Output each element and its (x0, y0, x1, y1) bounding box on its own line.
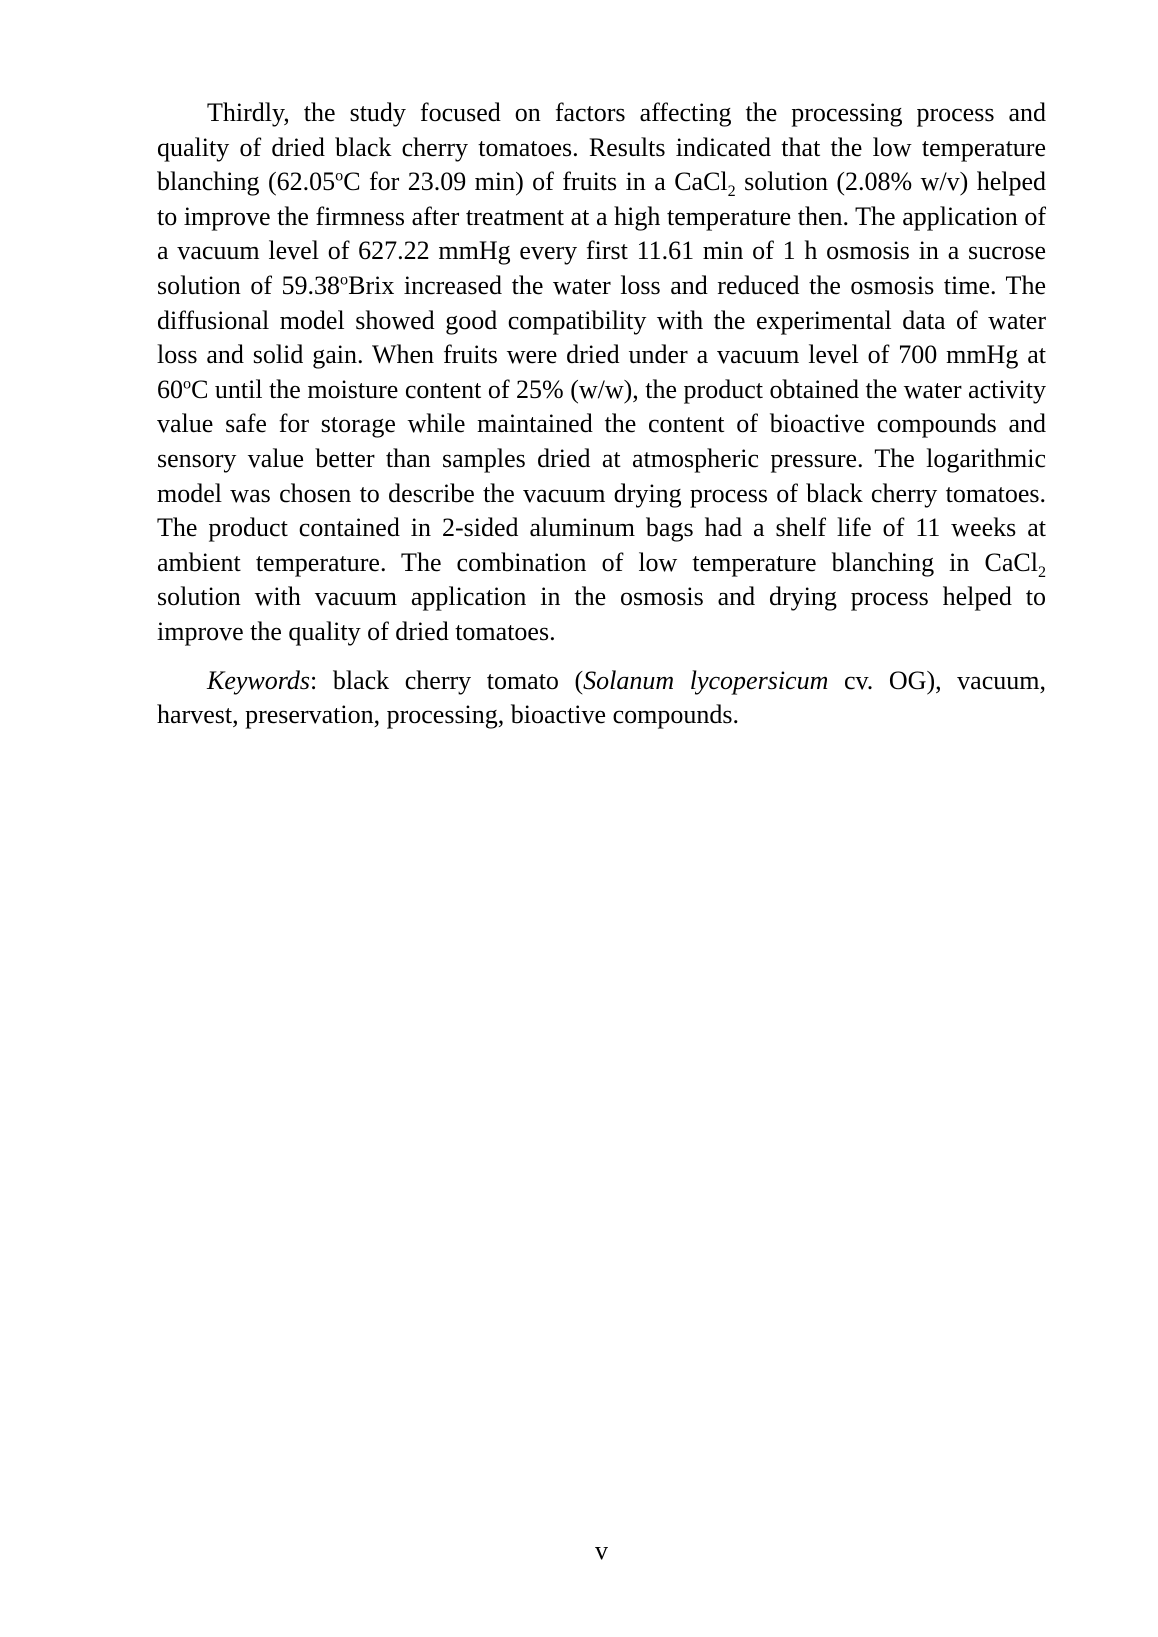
keywords-paragraph (157, 664, 1046, 733)
page-number: v (595, 1536, 608, 1565)
abstract-text-block (157, 96, 1046, 733)
abstract-paragraph (157, 96, 1046, 650)
text-run-sup: o (183, 375, 192, 393)
text-run: solution (2.08% w/v) helped to improve the firmness after treatment at a high temperature then. The application of a vacuum level of 627.22 mmHg every first 11.61 min of 1 h osmosis in a sucrose solution of 59.38 (157, 167, 1047, 300)
text-run: Brix increased the water loss and reduced the osmosis time. The diffusional model showed good compatibility with the experimental data of water loss and solid gain. When fruits were dried under a vacuum level of 700 mmHg at 60 (157, 270, 1046, 404)
text-run-sub: 2 (1037, 563, 1046, 581)
text-run: solution with vacuum application in the osmosis and drying process helped to improve the quality of dried tomatoes. (157, 582, 1046, 646)
text-run: C until the moisture content of 25% (w/w), the product obtained the water activity value safe for storage while maintained the content of bioactive compounds and sensory value better than samples dried at atmospheric pressure. The logarithmic model was chosen to describe the vacuum drying process of black cherry tomatoes. The product contained in 2-sided aluminum bags had a shelf life of 11 weeks at ambient temperature. The combination of low temperature blanching in CaCl (157, 374, 1046, 577)
text-run-sub: 2 (727, 183, 736, 201)
text-run: cv. OG), vacuum, harvest, preservation, processing, bioactive compounds. (157, 665, 1046, 730)
text-run: Thirdly, the study focused on factors affecting the processing process and quality of dried black cherry tomatoes. Results indicated that the low temperature blanching (62.05 (157, 98, 1046, 197)
text-run: C for 23.09 min) of fruits in a CaCl (343, 167, 728, 197)
text-run-italic: Solanum lycopersicum (583, 665, 829, 695)
text-run-sup: o (340, 271, 349, 289)
text-run: : black cherry tomato ( (310, 665, 584, 695)
text-run-sup: o (335, 167, 344, 185)
text-run-italic: Keywords (207, 665, 311, 695)
